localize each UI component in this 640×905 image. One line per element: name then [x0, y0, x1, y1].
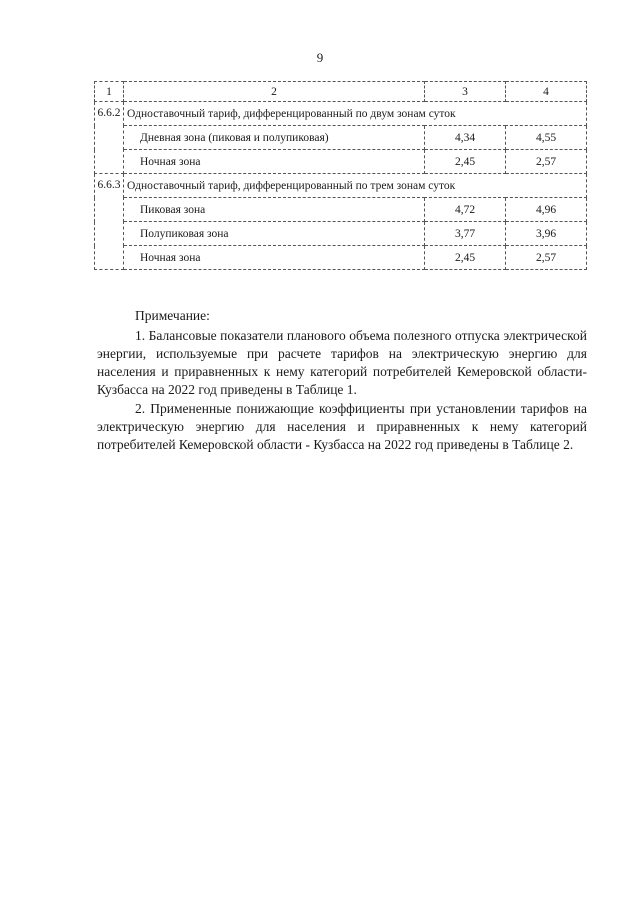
- row-code: 6.6.2: [95, 102, 124, 174]
- group-title: Одноставочный тариф, дифференцированный по трем зонам суток: [124, 174, 587, 198]
- zone-label: Пиковая зона: [124, 198, 425, 222]
- value-cell: 3,77: [425, 222, 506, 246]
- value-cell: 4,55: [506, 126, 587, 150]
- note-item: 1. Балансовые показатели планового объема полезного отпуска электрической энергии, используемые при расчете тарифов на электрическую энергию для населения и приравненных к нему категорий потребителей Кемеровской области-Кузбасса на 2022 год приведены в Таблице 1.: [97, 328, 587, 397]
- row-code: 6.6.3: [95, 174, 124, 270]
- table-row: [95, 150, 587, 174]
- table-row: [95, 174, 587, 198]
- table-row: [95, 222, 587, 246]
- note-item: 2. Примененные понижающие коэффициенты при установлении тарифов на электрическую энергию для населения и приравненных к нему категорий потребителей Кемеровской области - Кузбасса на 2022 год приведены в Таблице 2.: [97, 401, 587, 452]
- zone-label: Дневная зона (пиковая и полупиковая): [124, 126, 425, 150]
- table-row: [95, 246, 587, 270]
- value-cell: 4,96: [506, 198, 587, 222]
- notes-title: Примечание:: [135, 308, 210, 323]
- value-cell: 2,45: [425, 246, 506, 270]
- table-row: [95, 198, 587, 222]
- value-cell: 2,45: [425, 150, 506, 174]
- header-cell: 4: [506, 82, 587, 102]
- value-cell: 4,72: [425, 198, 506, 222]
- table-row: [95, 102, 587, 126]
- zone-label: Ночная зона: [124, 150, 425, 174]
- tariff-table: [94, 81, 587, 270]
- value-cell: 3,96: [506, 222, 587, 246]
- table-header-row: [95, 82, 587, 102]
- header-cell: 3: [425, 82, 506, 102]
- notes-section: [97, 307, 587, 455]
- header-cell: 2: [124, 82, 425, 102]
- header-cell: 1: [95, 82, 124, 102]
- value-cell: 2,57: [506, 150, 587, 174]
- value-cell: 2,57: [506, 246, 587, 270]
- value-cell: 4,34: [425, 126, 506, 150]
- group-title: Одноставочный тариф, дифференцированный по двум зонам суток: [124, 102, 587, 126]
- zone-label: Полупиковая зона: [124, 222, 425, 246]
- zone-label: Ночная зона: [124, 246, 425, 270]
- table-row: [95, 126, 587, 150]
- page-number: 9: [316, 50, 324, 65]
